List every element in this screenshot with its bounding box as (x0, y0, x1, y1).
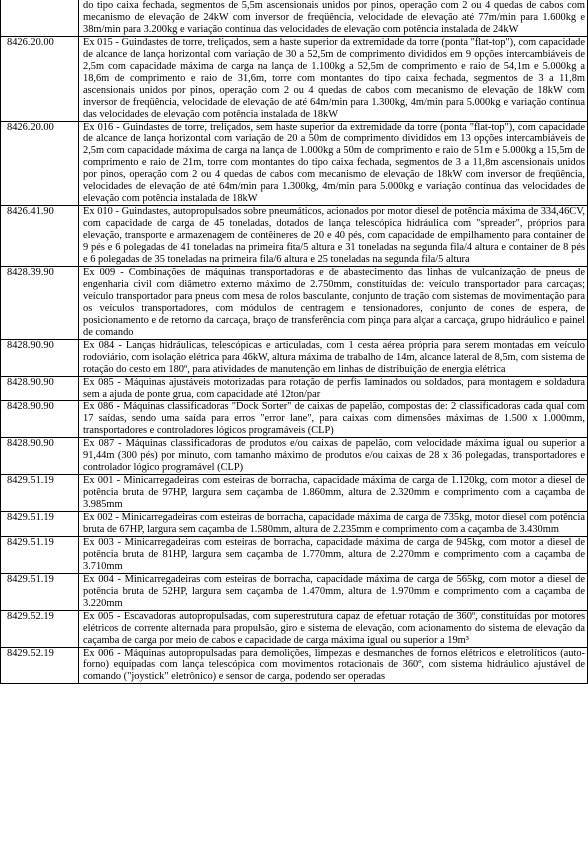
item-description: Ex 087 - Máquinas classificadoras de produtos e/ou caixas de papelão, com velocidade máxima igual ou superior a 91,44m (300 pés) por minuto, com tamanho máximo de produtos e/ou caixas de 28 x 36 polegadas, transportadores e controlador lógico programável (CLP) (79, 438, 588, 475)
item-description: do tipo caixa fechada, segmentos de 5,5m ascensionais unidos por pinos, operação com 2 ou 4 quedas de cabos com mecanismo de elevação de 24kW com inversor de freqüência, velocidade de elevação até 77m/min para 1.600kg e 38m/min para 3.200kg e variação contínua das velocidades de elevação com potência instalada de 24kW (79, 0, 588, 36)
table-row (1, 536, 588, 573)
table-row (1, 647, 588, 684)
table-row (1, 610, 588, 647)
item-description: Ex 005 - Escavadoras autopropulsadas, com superestrutura capaz de efetuar rotação de 360º, constituídas por motores elétricos de corrente alternada para propulsão, giro e sistema de elevação, com acionamento do sistema de elevação da caçamba de carga por meio de cabos e capacidade de carga máxima igual ou superior a 19m³ (79, 610, 588, 647)
table-row (1, 475, 588, 512)
ncm-code: 8429.52.19 (1, 610, 79, 647)
ncm-code: 8429.51.19 (1, 475, 79, 512)
ncm-code: 8429.52.19 (1, 647, 79, 684)
ncm-code: 8428.90.90 (1, 401, 79, 438)
item-description: Ex 015 - Guindastes de torre, treliçados, sem a haste superior da extremidade da torre (ponta "flat-top"), com capacidade de alcance de lança horizontal com variação de 30 a 52,5m de comprimento divididos em 9 opções intercambiáveis de 2,5m com capacidade máxima de carga na lança de 1.100kg a 52,5m de comprimento e raio de 54,1m e 5.000kg a 18,6m de comprimento e raio de 31,6m, torre com montantes do tipo caixa fechada, segmentos de 3 a 11,8m ascensionais unidos por pinos, operação com 2 ou 4 quedas de cabos com mecanismo de elevação de 18kW com inversor de freqüência, velocidade de elevação de até 64m/min para 1.300kg, 4m/min para 5.000kg e variação contínua das velocidades de elevação com potência instalada de 18kW (79, 36, 588, 121)
ncm-code: 8429.51.19 (1, 573, 79, 610)
table-row (1, 573, 588, 610)
item-description: Ex 006 - Máquinas autopropulsadas para demolições, limpezas e desmanches de fornos elétricos e eletrolíticos (auto-forno) equipadas com lança telescópica com movimentos rotacionais de 360º, com sistema hidráulico ajustável de comando ("joystick" eletrônico) e sensor de carga, podendo ser operadas (79, 647, 588, 684)
table-row (1, 121, 588, 206)
ncm-code: 8426.20.00 (1, 121, 79, 206)
item-description: Ex 010 - Guindastes, autopropulsados sobre pneumáticos, acionados por motor diesel de potência máxima de 334,46CV, com capacidade de carga de 45 toneladas, dotados de lança telescópica hidráulica com "spreader", próprios para elevação, transporte e armazenagem de contêineres de 20 e 40 pés, com capacidade de empilhamento para container de 9 pés e 6 polegadas de 41 toneladas na primeira fita/5 altura e 31 toneladas na segunda fila/4 altura e container de 8 pés e 6 polegadas de 35 toneladas na primeira fila/6 altura e 25 toneladas na segunda fila/5 altura (79, 206, 588, 267)
item-description: Ex 009 - Combinações de máquinas transportadoras e de abastecimento das linhas de vulcanização de pneus de engenharia civil com diâmetro externo máximo de 2.750mm, constituídas de: veículo transportador para carcaças; veículo transportador para pneus com mesa de rolos basculante, conjunto de tração com sistemas de movimentação para os veículos transportadores, com módulos de centragem e tensionadores, conjunto de cones de espera, de posicionamento e de retorno da carcaça, braço de transferência com pinça para alçar a carcaça, grupo hidráulico e painel de comando (79, 266, 588, 339)
table-row (1, 206, 588, 267)
ncm-code: 8428.90.90 (1, 438, 79, 475)
table-row (1, 401, 588, 438)
table-row (1, 36, 588, 121)
ncm-code: 8428.39.90 (1, 266, 79, 339)
ncm-code: 8428.90.90 (1, 376, 79, 401)
item-description: Ex 003 - Minicarregadeiras com esteiras de borracha, capacidade máxima de carga de 945kg, com motor a diesel de potência bruta de 81HP, largura sem caçamba de 1.770mm, altura de 2.270mm e comprimento com a caçamba de 3.710mm (79, 536, 588, 573)
ncm-code: 8429.51.19 (1, 536, 79, 573)
ncm-code: 8426.41.90 (1, 206, 79, 267)
item-description: Ex 004 - Minicarregadeiras com esteiras de borracha, capacidade máxima de carga de 565kg, com motor a diesel de potência bruta de 52HP, largura sem caçamba de 1.470mm, altura de 1.970mm e comprimento com a caçamba de 3.220mm (79, 573, 588, 610)
table-row (1, 438, 588, 475)
ncm-code (1, 0, 79, 36)
ncm-code: 8429.51.19 (1, 512, 79, 537)
item-description: Ex 084 - Lanças hidráulicas, telescópicas e articuladas, com 1 cesta aérea própria para serem montadas em veículo rodoviário, com isolação elétrica para 46kW, altura máxima de trabalho de 14m, alcance lateral de 8,5m, com sistema de rotação do cesto em 180º, para atividades de manutenção em linhas de distribuição de energia elétrica (79, 339, 588, 376)
item-description: Ex 085 - Máquinas ajustáveis motorizadas para rotação de perfis laminados ou soldados, para montagem e soldadura sem a ajuda de ponte grua, com capacidade até 12ton/par (79, 376, 588, 401)
item-description: Ex 086 - Máquinas classificadoras "Dock Sorter" de caixas de papelão, compostas de: 2 classificadoras cada qual com 17 saídas, sendo uma saída para erros "error lane", para caixas com dimensões máximas de 1.500 x 1.000mm, transportadores e controladores lógicos programáveis (CLP) (79, 401, 588, 438)
table-row (1, 266, 588, 339)
ncm-code: 8428.90.90 (1, 339, 79, 376)
ncm-code: 8426.20.00 (1, 36, 79, 121)
item-description: Ex 001 - Minicarregadeiras com esteiras de borracha, capacidade máxima de carga de 1.120kg, com motor a diesel de potência bruta de 97HP, largura sem caçamba de 1.860mm, altura de 2.320mm e comprimento com a caçamba de 3.985mm (79, 475, 588, 512)
table-row (1, 512, 588, 537)
table-row (1, 376, 588, 401)
item-description: Ex 016 - Guindastes de torre, treliçados, sem haste superior da extremidade da torre (ponta "flat-top"), com capacidade de alcance de lança horizontal com variação de 20 a 50m de comprimento divididos em 13 opções intercambiáveis de 2,5m com capacidade máxima de carga na lança de 1.000kg a 50m de comprimento e raio de 51m e 5.000kg a 15,5m de comprimento e raio de 21m, torre com montantes do tipo caixa fechada, segmentos de 3 a 11,8m ascensionais unidos por pinos, operação com 2 ou 4 quedas de cabos com mecanismo de elevação de 18kW com inversor de freqüência, velocidades de elevação de até 64m/min para 1.300kg, 4m/min para 5.000kg e variação contínua das velocidades de elevação com potência instalada de 18kW (79, 121, 588, 206)
table-row (1, 339, 588, 376)
table-row (1, 0, 588, 36)
item-description: Ex 002 - Minicarregadeiras com esteiras de borracha, capacidade máxima de carga de 735kg, motor diesel com potência bruta de 67HP, largura sem caçamba de 1.580mm, altura de 2.235mm e comprimento com a caçamba de 3.430mm (79, 512, 588, 537)
